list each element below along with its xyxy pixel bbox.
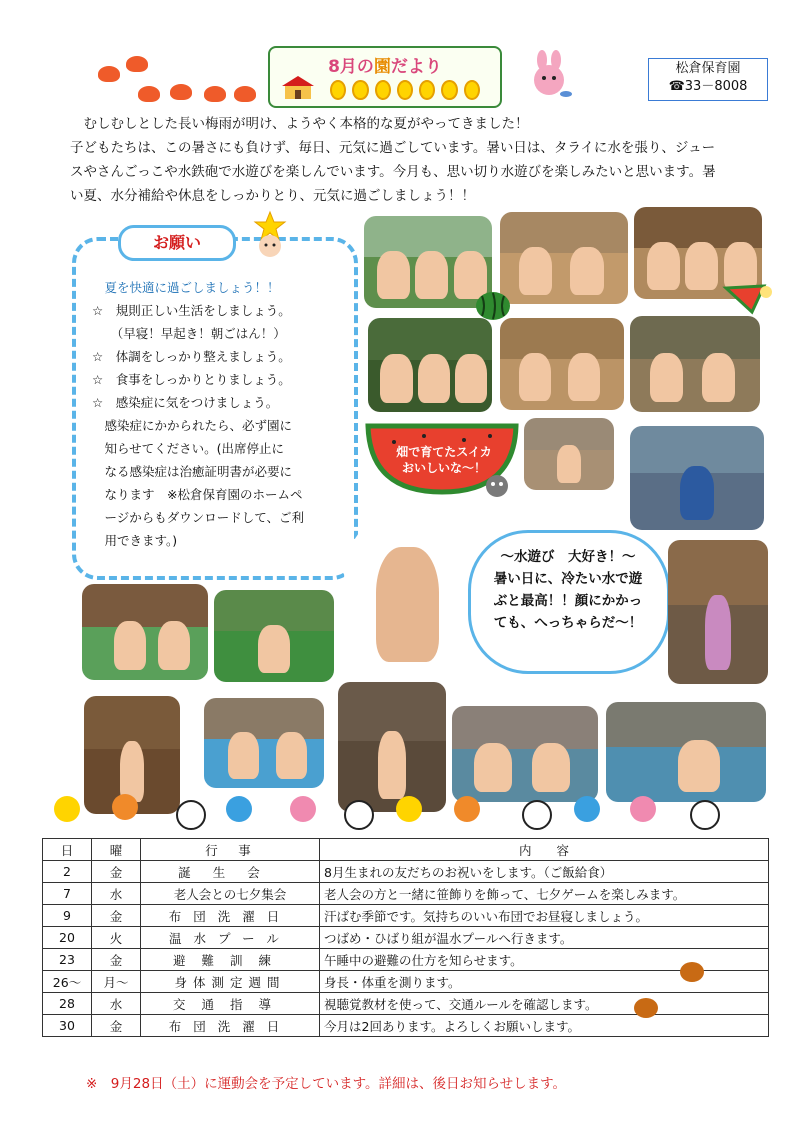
cell-day: 7 — [43, 883, 92, 905]
cell-day: 2 — [43, 861, 92, 883]
crab-icon — [98, 66, 120, 82]
cell-event: 誕生会 — [141, 861, 320, 883]
intro-line: スやさんごっこや水鉄砲で水遊びを楽しんでいます。今月も、思い切り水遊びを楽しみたいと思います。暑 — [70, 164, 716, 180]
cell-detail: 汗ばむ季節です。気持ちのいい布団でお昼寝しましょう。 — [320, 905, 769, 927]
sunflower-icon — [330, 80, 346, 100]
sunflower-icon — [375, 80, 391, 100]
cell-event: 身体測定週間 — [141, 971, 320, 993]
cell-day: 28 — [43, 993, 92, 1015]
notice-line: なります ※松倉保育園のホームペ — [92, 487, 303, 502]
star-girl-icon — [250, 210, 290, 260]
crab-icon — [204, 86, 226, 102]
cell-event: 布団洗濯日 — [141, 1015, 320, 1037]
cell-dow: 金 — [92, 949, 141, 971]
notice-line: 感染症にかかられたら、必ず園に — [92, 418, 293, 433]
table-row — [43, 971, 769, 993]
notice-line: 知らせてください。(出席停止に — [92, 441, 285, 456]
octopus-icon — [630, 796, 656, 822]
crab-icon — [170, 84, 192, 100]
photo-mud-play — [524, 418, 614, 490]
cell-detail: 老人会の方と一緒に笹飾りを飾って、七夕ゲームを楽しみます。 — [320, 883, 769, 905]
fish-icon — [690, 800, 720, 830]
star-icon — [54, 796, 80, 822]
octopus-icon — [290, 796, 316, 822]
cell-day: 9 — [43, 905, 92, 927]
melon-caption-line: おいしいな～！ — [401, 461, 486, 475]
sunflower-icon — [441, 80, 457, 100]
table-row — [43, 1015, 769, 1037]
photo-kids-on-deck — [500, 318, 624, 410]
photo-boy-water-gun — [630, 426, 764, 530]
photo-boy-crouching — [344, 514, 470, 678]
photo-eating-watermelon — [500, 212, 628, 304]
watermelon-slice-icon — [722, 282, 772, 318]
cell-dow: 水 — [92, 883, 141, 905]
cell-event: 温水プール — [141, 927, 320, 949]
table-header-row — [43, 839, 769, 861]
sunflower-icon — [464, 80, 480, 100]
cell-event: 避難訓練 — [141, 949, 320, 971]
notice-line: ☆ 感染症に気をつけましょう。 — [92, 395, 279, 410]
photo-water-table — [82, 584, 208, 680]
cell-day: 26～ — [43, 971, 92, 993]
cloud-caption-line: ～水遊び 大好き！～ — [500, 549, 636, 565]
crab-icon — [234, 86, 256, 102]
cloud-caption — [476, 546, 660, 634]
bug-mascot-icon — [484, 472, 510, 500]
star-icon — [396, 796, 422, 822]
sunflower-icon — [352, 80, 368, 100]
cell-dow: 月～ — [92, 971, 141, 993]
photo-girl-splashing — [668, 540, 768, 684]
photo-boy-shower — [338, 682, 446, 812]
intro-line: むしむしとした長い梅雨が明け、ようやく本格的な夏がやってきました！ — [70, 116, 529, 132]
title-kanji: 園 — [373, 57, 391, 77]
cell-detail: 8月生まれの友だちのお祝いをします。（ご飯給食） — [320, 861, 769, 883]
school-name: 松倉保育園 — [675, 61, 741, 76]
col-header-event: 行 事 — [141, 839, 320, 861]
fish-icon — [522, 800, 552, 830]
sunflower-icon — [397, 80, 413, 100]
notice-line: ☆ 食事をしっかりとりましょう。 — [92, 372, 291, 387]
notice-body — [92, 276, 344, 552]
title-mid: 月の — [339, 57, 374, 77]
fish-icon — [176, 800, 206, 830]
school-phone: ☎33－8008 — [668, 79, 748, 94]
octopus-icon — [112, 794, 138, 820]
notice-title: お願い — [118, 225, 236, 261]
crab-icon — [126, 56, 148, 72]
cell-dow: 火 — [92, 927, 141, 949]
cell-detail: 今月は2回あります。よろしくお願いします。 — [320, 1015, 769, 1037]
cloud-caption-line: ても、へっちゃらだ～！ — [493, 615, 643, 631]
intro-line: い夏、水分補給や休息をしっかりとり、元気に過ごしましょう！！ — [70, 188, 475, 204]
fish-icon — [344, 800, 374, 830]
cell-dow: 水 — [92, 993, 141, 1015]
notice-line: 用できます。) — [92, 533, 178, 548]
intro-line: 子どもたちは、この暑さにも負けず、毎日、元気に過ごしています。暑い日は、タライに水を張り、ジュー — [70, 140, 716, 156]
table-row — [43, 993, 769, 1015]
cell-day: 30 — [43, 1015, 92, 1037]
table-row — [43, 905, 769, 927]
cell-dow: 金 — [92, 861, 141, 883]
notice-line: （早寝！早起き！朝ごはん！） — [92, 326, 286, 341]
house-icon — [280, 74, 316, 100]
notice-line: なる感染症は治癒証明書が必要に — [92, 464, 293, 479]
photo-pool-group — [452, 706, 598, 802]
cell-day: 20 — [43, 927, 92, 949]
school-info-box — [648, 58, 768, 101]
notice-heading: 夏を快適に過ごしましょう！！ — [92, 280, 280, 295]
cell-day: 23 — [43, 949, 92, 971]
footnote: ※ 9月28日（土）に運動会を予定しています。詳細は、後日お知らせします。 — [86, 1076, 567, 1092]
cell-detail: 視聴覚教材を使って、交通ルールを確認します。 — [320, 993, 769, 1015]
table-row — [43, 949, 769, 971]
crab-icon — [138, 86, 160, 102]
title-month: 8 — [328, 57, 340, 77]
sunflower-icon — [419, 80, 435, 100]
cell-detail: つばめ・ひばり組が温水プールへ行きます。 — [320, 927, 769, 949]
col-header-dow: 曜 — [92, 839, 141, 861]
notice-line: ☆ 規則正しい生活をしましょう。 — [92, 303, 291, 318]
cell-detail: 身長・体重を測ります。 — [320, 971, 769, 993]
star-icon — [226, 796, 252, 822]
notice-line: ☆ 体調をしっかり整えましょう。 — [92, 349, 291, 364]
notice-line: ージからもダウンロードして、ご利 — [92, 510, 305, 525]
newsletter-title-banner — [268, 46, 502, 108]
table-row — [43, 861, 769, 883]
photo-girl-on-mat — [214, 590, 334, 682]
cell-event: 布団洗濯日 — [141, 905, 320, 927]
cell-dow: 金 — [92, 905, 141, 927]
cell-event: 老人会との七夕集会 — [141, 883, 320, 905]
photo-girl-water-gun — [606, 702, 766, 802]
beetle-icon — [680, 962, 704, 982]
schedule-table — [42, 838, 769, 1037]
photo-kids-eating — [368, 318, 492, 412]
intro-paragraph — [70, 112, 760, 208]
col-header-detail: 内 容 — [320, 839, 769, 861]
table-row — [43, 927, 769, 949]
sunflower-row — [330, 80, 480, 102]
octopus-icon — [454, 796, 480, 822]
cloud-caption-line: 暑い日に、冷たい水で遊 — [493, 571, 643, 587]
photo-kids-smiling — [630, 316, 760, 412]
star-icon — [574, 796, 600, 822]
cell-event: 交通指導 — [141, 993, 320, 1015]
col-header-day: 日 — [43, 839, 92, 861]
bunny-icon — [528, 50, 572, 100]
photo-watermelon-harvest — [364, 216, 492, 308]
melon-caption-line: 畑で育てたスイカ — [396, 445, 492, 459]
table-row — [43, 883, 769, 905]
cell-dow: 金 — [92, 1015, 141, 1037]
title-suffix: だより — [390, 57, 442, 77]
beetle-icon — [634, 998, 658, 1018]
cloud-caption-line: ぶと最高！！顔にかかっ — [493, 593, 643, 609]
photo-tub-play — [204, 698, 324, 788]
cell-detail: 午睡中の避難の仕方を知らせます。 — [320, 949, 769, 971]
